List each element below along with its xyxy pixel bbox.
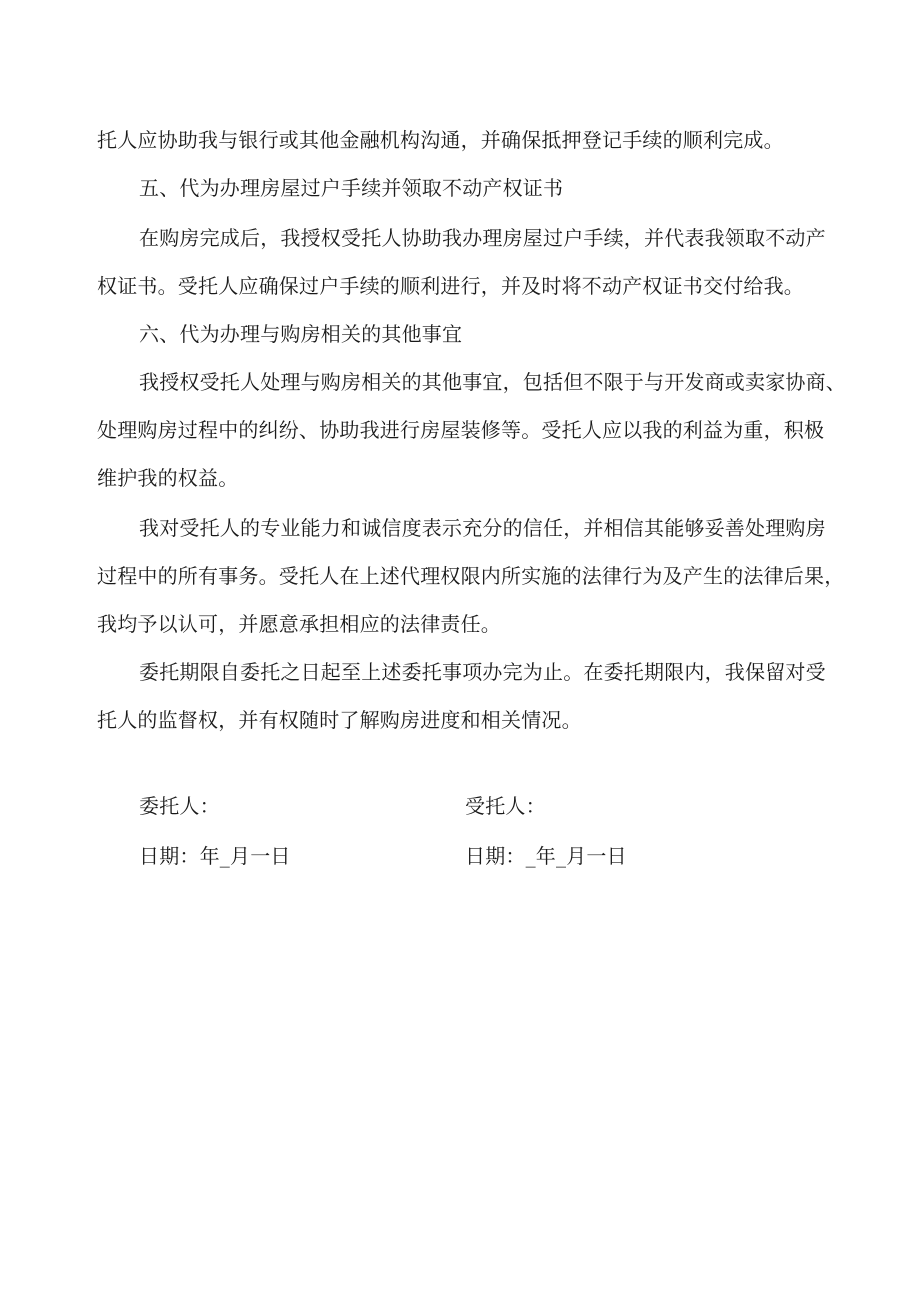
paragraph-line: 委托期限自委托之日起至上述委托事项办完为止。在委托期限内，我保留对受: [139, 660, 826, 684]
paragraph-line: 权证书。受托人应确保过户手续的顺利进行，并及时将不动产权证书交付给我。: [97, 274, 804, 298]
paragraph-line: 在购房完成后，我授权受托人协助我办理房屋过户手续，并代表我领取不动产: [139, 226, 826, 250]
paragraph-line: 我对受托人的专业能力和诚信度表示充分的信任，并相信其能够妥善处理购房: [139, 516, 826, 540]
agent-date: 日期：_年_月一日: [465, 844, 627, 868]
paragraph-line: 维护我的权益。: [97, 466, 239, 490]
paragraph-line: 托人的监督权，并有权随时了解购房进度和相关情况。: [97, 708, 582, 732]
principal-date: 日期：年_月一日: [139, 844, 291, 868]
paragraph-line: 处理购房过程中的纠纷、协助我进行房屋装修等。受托人应以我的利益为重，积极: [97, 418, 825, 442]
paragraph-line: 我授权受托人处理与购房相关的其他事宜，包括但不限于与开发商或卖家协商、: [139, 370, 846, 394]
section-heading: 六、代为办理与购房相关的其他事宜: [139, 322, 463, 346]
paragraph-line: 我均予以认可，并愿意承担相应的法律责任。: [97, 612, 501, 636]
section-heading: 五、代为办理房屋过户手续并领取不动产权证书: [139, 176, 564, 200]
paragraph-line: 过程中的所有事务。受托人在上述代理权限内所实施的法律行为及产生的法律后果，: [97, 564, 845, 588]
paragraph-line: 托人应协助我与银行或其他金融机构沟通，并确保抵押登记手续的顺利完成。: [97, 128, 784, 152]
principal-signature-label: 委托人：: [139, 794, 220, 818]
agent-signature-label: 受托人：: [465, 794, 546, 818]
